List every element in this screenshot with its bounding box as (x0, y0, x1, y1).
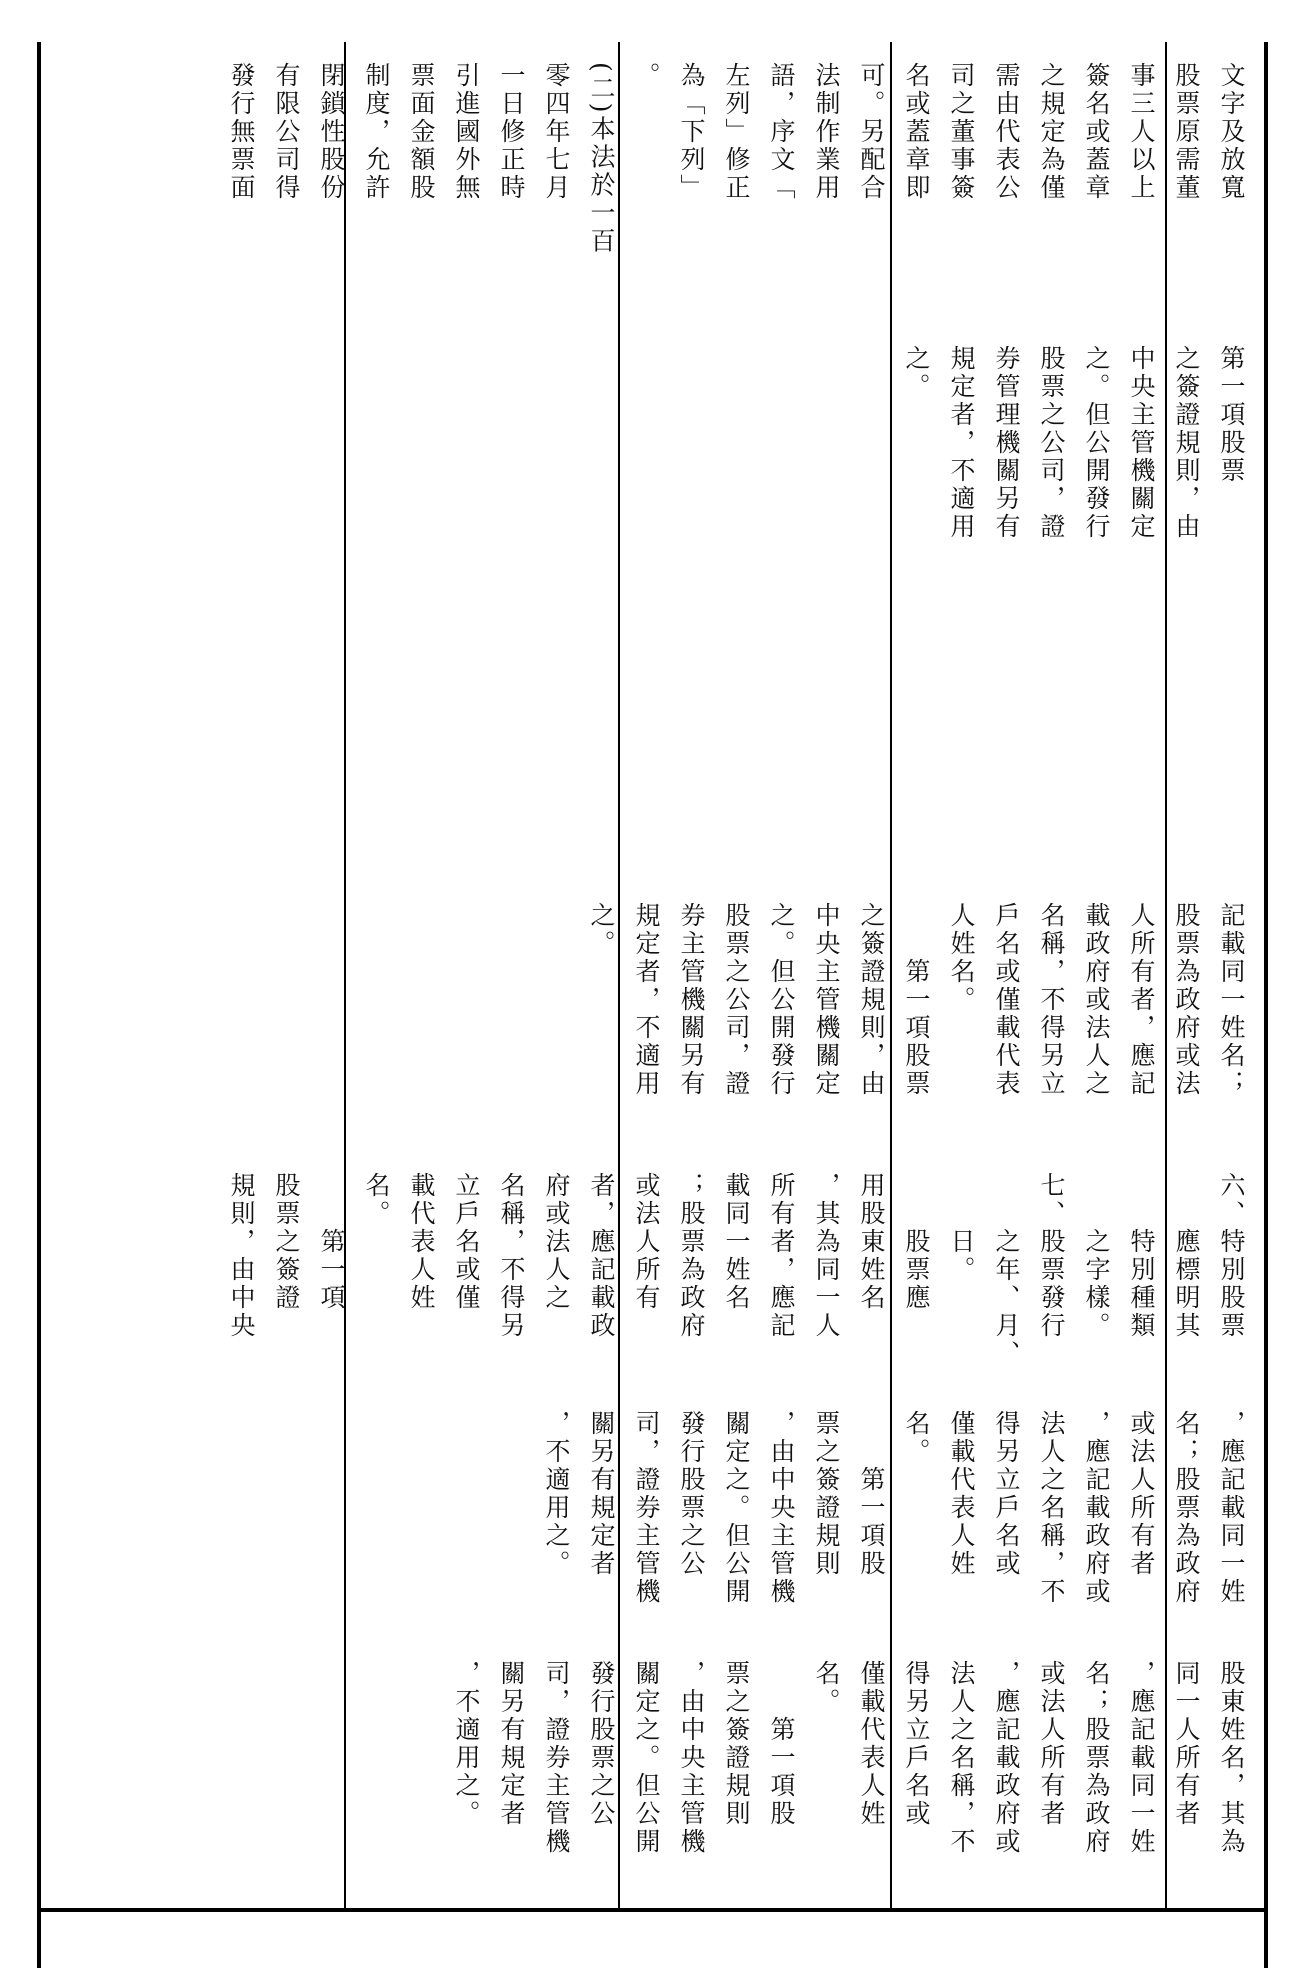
bottom-col-3-text (534, 1410, 1254, 1650)
text-line: 用股東姓名 (857, 1172, 886, 1312)
text-line: 一日修正時 (497, 62, 526, 202)
text-line: 之。 (902, 345, 931, 401)
text-line: 股票之公司，證 (722, 902, 751, 1098)
text-line: 事三人以上 (1127, 62, 1156, 202)
text-line: 或法人所有者 (1037, 1660, 1066, 1828)
text-line: 同一人所有者 (1172, 1660, 1201, 1828)
text-line: 名稱，不得另立 (1037, 902, 1066, 1098)
text-line: 關另有規定者 (497, 1660, 526, 1828)
text-line: 第一項股 (767, 1660, 796, 1828)
text-line: 閉鎖性股份 (317, 62, 346, 202)
text-line: 者，應記載政 (587, 1172, 616, 1340)
text-line: 記載同一姓名； (1217, 902, 1246, 1098)
text-line: 股東姓名，其為 (1217, 1660, 1246, 1856)
bottom-col-4-text (444, 1660, 1254, 1900)
text-line: 或法人所有者 (1127, 1410, 1156, 1578)
text-line: 股票之公司，證 (1037, 345, 1066, 541)
text-line: 規定者，不適用 (632, 902, 661, 1098)
text-line: 制度，允許 (362, 62, 391, 202)
text-line: 券管理機關另有 (992, 345, 1021, 541)
text-line: 關另有規定者 (587, 1410, 616, 1578)
text-line: 所有者，應記 (767, 1172, 796, 1340)
text-line: 第一項股 (857, 1410, 886, 1578)
text-line: 人姓名。 (947, 902, 976, 1014)
text-line: 為「下列」 (677, 62, 706, 202)
text-line: 股票原需董 (1172, 62, 1201, 202)
text-line: 關定之。但公開 (722, 1410, 751, 1606)
text-line: 有限公司得 (272, 62, 301, 202)
text-line: 第一項股票 (902, 902, 931, 1098)
top-left-cell (40, 615, 1260, 885)
text-line: 引進國外無 (452, 62, 481, 202)
outer-rule-right (1264, 42, 1268, 1968)
text-line: 簽名或蓋章 (1082, 62, 1111, 202)
text-line: 發行無票面 (227, 62, 256, 202)
text-line: 發行股票之公 (677, 1410, 706, 1578)
text-line: 股票應 (902, 1172, 931, 1312)
text-line: 之簽證規則，由 (1172, 345, 1201, 541)
text-line: 之。但公開發行 (767, 902, 796, 1098)
text-line: ，應記載政府或 (1082, 1410, 1111, 1606)
text-line: 特別種類 (1127, 1172, 1156, 1340)
text-line: 載政府或法人之 (1082, 902, 1111, 1098)
text-line: 名。 (362, 1172, 391, 1228)
text-line: 府或法人之 (542, 1172, 571, 1312)
text-line: 司，證券主管機 (632, 1410, 661, 1606)
text-line: ，由中央主管機 (767, 1410, 796, 1606)
text-line: 僅載代表人姓 (857, 1660, 886, 1828)
text-line: 之字樣。 (1082, 1172, 1111, 1340)
text-line: 名稱，不得另 (497, 1172, 526, 1340)
text-line: 中央主管機關定 (812, 902, 841, 1098)
text-line: 得另立戶名或 (992, 1410, 1021, 1578)
text-line: 應標明其 (1172, 1172, 1201, 1340)
top-right-text (219, 62, 1254, 322)
text-line: 票之簽證規則 (722, 1660, 751, 1828)
text-line: 名；股票為政府 (1172, 1410, 1201, 1606)
text-line: 或法人所有 (632, 1172, 661, 1312)
table-bottom-rule (37, 1908, 1266, 1912)
text-line: ，由中央主管機 (677, 1660, 706, 1856)
bottom-col-2-text (219, 1172, 1254, 1412)
text-line: ，應記載同一姓 (1127, 1660, 1156, 1856)
text-line: 關定之。但公開 (632, 1660, 661, 1856)
top-middle-text (894, 345, 1254, 605)
text-line: 之規定為僅 (1037, 62, 1066, 202)
text-line: 僅載代表人姓 (947, 1410, 976, 1578)
text-line: 規定者，不適用 (947, 345, 976, 541)
text-line: 票面金額股 (407, 62, 436, 202)
bottom-col-2-cell (40, 1172, 1260, 1412)
text-line: 名。 (902, 1410, 931, 1466)
text-line: 法制作業用 (812, 62, 841, 202)
text-line: 之年、月、 (992, 1172, 1021, 1368)
text-line: 之。 (587, 902, 616, 958)
text-line: 券主管機關另有 (677, 902, 706, 1098)
text-line: 發行股票之公 (587, 1660, 616, 1828)
text-line: 載同一姓名 (722, 1172, 751, 1312)
top-right-cell (40, 62, 1260, 322)
text-line: 人所有者，應記 (1127, 902, 1156, 1098)
text-line: 名。 (812, 1660, 841, 1716)
bottom-col-1-text (579, 902, 1254, 1157)
text-line: 法人之名稱，不 (1037, 1410, 1066, 1606)
text-line: 第一項股票 (1217, 345, 1246, 485)
text-line: 文字及放寬 (1217, 62, 1246, 202)
text-line: 七、股票發行 (1037, 1172, 1066, 1340)
text-line: 股票之簽證 (272, 1172, 301, 1312)
text-line: ，其為同一人 (812, 1172, 841, 1340)
text-line: 規則，由中央 (227, 1172, 256, 1340)
text-line: ，不適用之。 (452, 1660, 481, 1828)
text-line: 可。另配合 (857, 62, 886, 202)
text-line: ；股票為政府 (677, 1172, 706, 1340)
text-line: ，不適用之。 (542, 1410, 571, 1578)
text-line: 零四年七月 (542, 62, 571, 202)
text-line: 左列」修正 (722, 62, 751, 202)
text-line: 語，序文「 (767, 62, 796, 202)
text-line: ，應記載同一姓 (1217, 1410, 1246, 1606)
text-line: 司，證券主管機 (542, 1660, 571, 1856)
text-line: 六、特別股票 (1217, 1172, 1246, 1340)
text-line: (二)本法於一百 (587, 62, 616, 256)
text-line: 得另立戶名或 (902, 1660, 931, 1828)
bottom-col-3-cell (40, 1410, 1260, 1650)
text-line: 需由代表公 (992, 62, 1021, 202)
text-line: 名或蓋章即 (902, 62, 931, 202)
text-line: ，應記載政府或 (992, 1660, 1021, 1856)
text-line: 中央主管機關定 (1127, 345, 1156, 541)
text-line: 第一項 (317, 1172, 346, 1312)
bottom-col-4-cell (40, 1660, 1260, 1900)
text-line: 立戶名或僅 (452, 1172, 481, 1312)
text-line: 司之董事簽 (947, 62, 976, 202)
text-line: 戶名或僅載代表 (992, 902, 1021, 1098)
text-line: 日。 (947, 1172, 976, 1284)
text-line: 。 (632, 62, 661, 90)
top-middle-cell (40, 345, 1260, 605)
text-line: 之。但公開發行 (1082, 345, 1111, 541)
text-line: 股票為政府或法 (1172, 902, 1201, 1098)
text-line: 載代表人姓 (407, 1172, 436, 1312)
text-line: 名；股票為政府 (1082, 1660, 1111, 1856)
text-line: 法人之名稱，不 (947, 1660, 976, 1856)
bottom-col-1-cell (40, 902, 1260, 1157)
text-line: 之簽證規則，由 (857, 902, 886, 1098)
text-line: 票之簽證規則 (812, 1410, 841, 1578)
